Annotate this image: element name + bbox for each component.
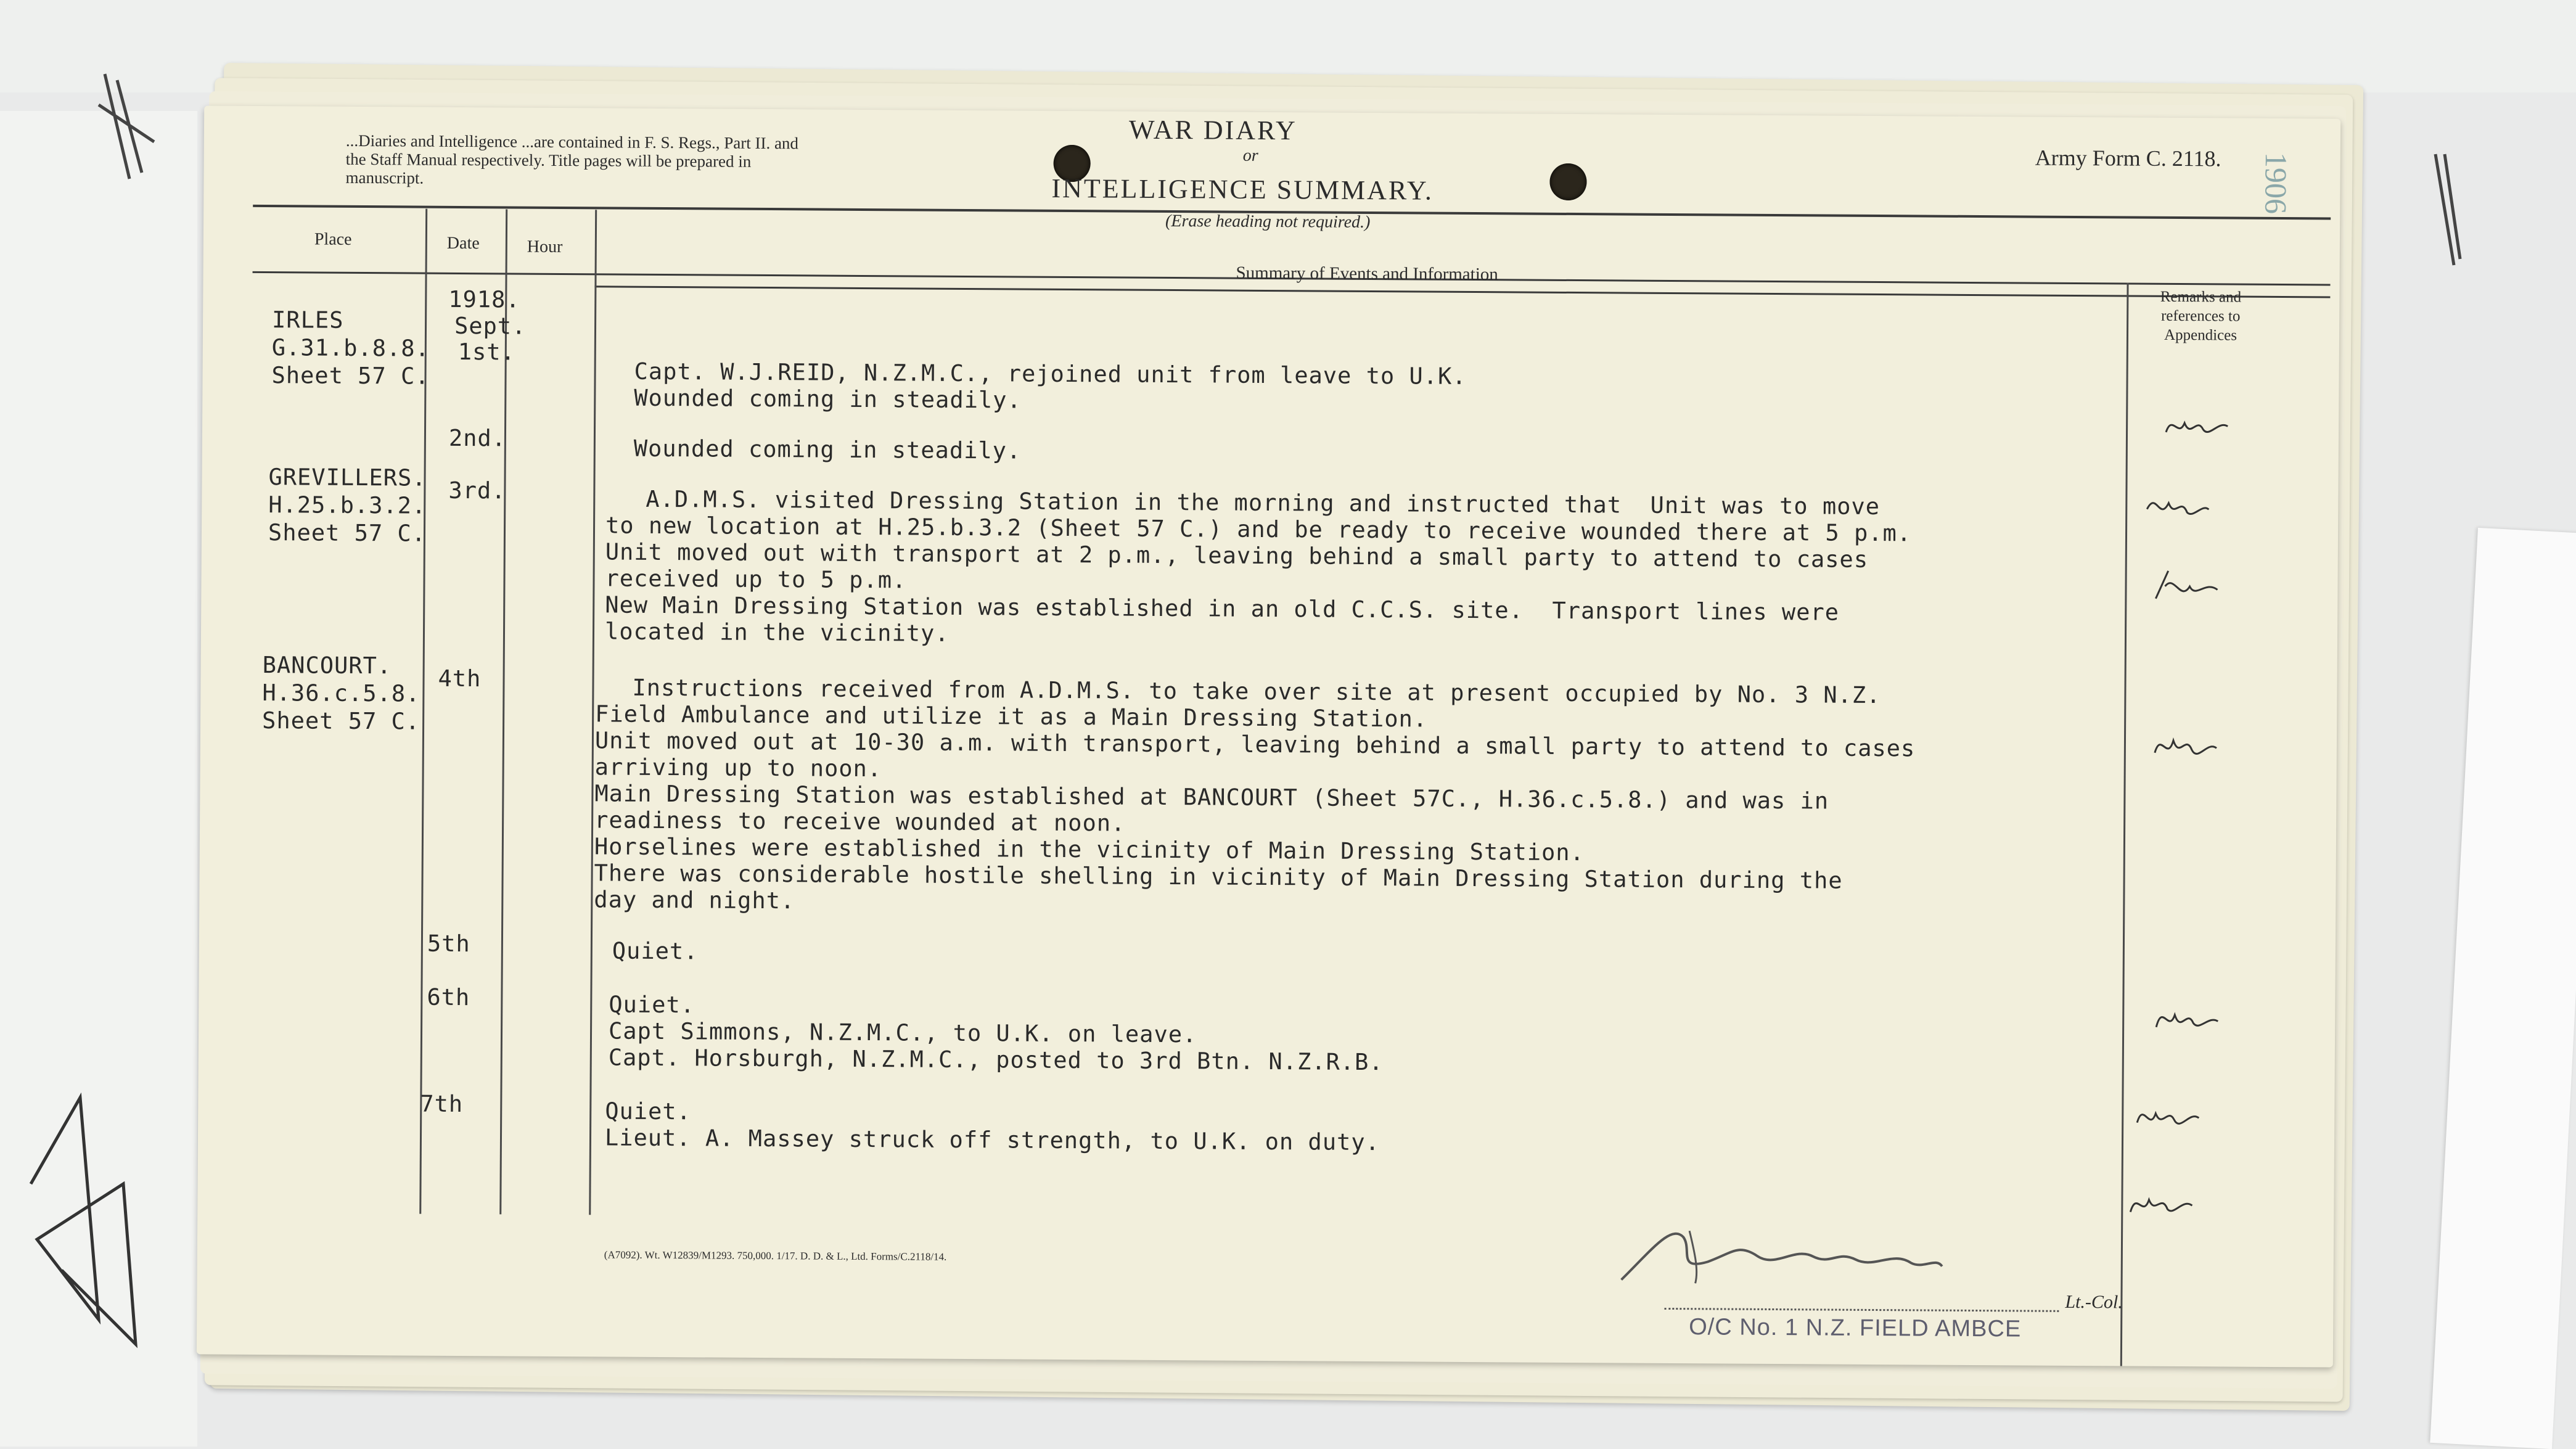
summary-line: Capt. Horsburgh, N.Z.M.C., posted to 3rd Btn. N.Z.R.B. bbox=[608, 1044, 1384, 1076]
background-sheet-right bbox=[2430, 528, 2576, 1449]
archive-number: 1906 bbox=[2258, 152, 2294, 215]
title-war-diary: WAR DIARY bbox=[1128, 114, 1297, 146]
date-entry: 2nd. bbox=[448, 424, 507, 452]
handwritten-initials bbox=[2152, 728, 2220, 766]
place-bancourt-map-ref: H.36.c.5.8. bbox=[262, 679, 420, 707]
summary-line: readiness to receive wounded at noon. bbox=[594, 807, 1126, 837]
summary-line: Lieut. A. Massey struck off strength, to U.K. on duty. bbox=[604, 1124, 1380, 1156]
handwritten-initials bbox=[2152, 568, 2220, 605]
remarks-header-line: Remarks and bbox=[2160, 288, 2242, 306]
place-irles-map-ref: G.31.b.8.8. bbox=[271, 334, 430, 362]
summary-line: Wounded coming in steadily. bbox=[634, 384, 1022, 414]
column-header-remarks bbox=[2130, 287, 2272, 345]
column-header-summary: Summary of Events and Information bbox=[1236, 263, 1498, 285]
war-diary-page bbox=[197, 105, 2340, 1367]
summary-line: Horselines were established in the vicinity of Main Dressing Station. bbox=[594, 833, 1585, 866]
date-entry: 3rd. bbox=[448, 477, 506, 504]
handwritten-initials bbox=[2153, 1000, 2221, 1037]
date-entry: 1st. bbox=[457, 338, 516, 366]
date-entry: 7th bbox=[420, 1090, 464, 1118]
handwritten-initials bbox=[2134, 1098, 2202, 1136]
summary-line: Field Ambulance and utilize it as a Main Dressing Station. bbox=[595, 700, 1428, 733]
summary-line: Quiet. bbox=[612, 937, 699, 965]
remarks-header-line: Appendices bbox=[2164, 326, 2238, 344]
summary-line: Capt. W.J.REID, N.Z.M.C., rejoined unit from leave to U.K. bbox=[634, 358, 1467, 390]
summary-line: Wounded coming in steadily. bbox=[633, 435, 1022, 464]
summary-line: Main Dressing Station was established at BANCOURT (Sheet 57C., H.36.c.5.8.) and was in bbox=[594, 780, 1829, 815]
place-bancourt: BANCOURT. bbox=[262, 652, 392, 679]
title-intelligence-summary: INTELLIGENCE SUMMARY. bbox=[1051, 173, 1434, 206]
pen-scribble bbox=[2429, 148, 2466, 271]
summary-line: Instructions received from A.D.M.S. to take over site at present occupied by No. 3 N.Z. bbox=[632, 674, 1881, 709]
army-form-number: Army Form C. 2118. bbox=[2035, 145, 2221, 171]
commanding-officer-signature bbox=[1615, 1212, 1949, 1294]
signature-dotted-line bbox=[1664, 1308, 2059, 1312]
date-entry: 6th bbox=[427, 983, 470, 1011]
summary-line: received up to 5 p.m. bbox=[605, 565, 907, 594]
pen-scribble bbox=[25, 1085, 173, 1369]
place-irles-sheet: Sheet 57 C. bbox=[271, 362, 430, 390]
column-header-hour: Hour bbox=[527, 237, 563, 257]
title-or: or bbox=[1242, 146, 1258, 165]
summary-header-rule bbox=[594, 285, 2330, 298]
summary-line: located in the vicinity. bbox=[604, 618, 950, 647]
form-instructions: ...Diaries and Intelligence ...are contained in F. S. Regs., Part II. and the Staff Manual respectively. Title pages will be prepared in manuscript. bbox=[345, 131, 799, 187]
date-entry: 5th bbox=[427, 930, 470, 958]
summary-line: There was considerable hostile shelling in vicinity of Main Dressing Station during the bbox=[594, 860, 1843, 894]
handwritten-initials bbox=[2144, 488, 2212, 525]
column-header-date: Date bbox=[446, 233, 480, 253]
unit-rubber-stamp: O/C No. 1 N.Z. FIELD AMBCE bbox=[1689, 1314, 2022, 1342]
summary-line: day and night. bbox=[594, 886, 795, 914]
summary-line: Unit moved out with transport at 2 p.m., leaving behind a small party to attend to cases bbox=[605, 538, 1869, 573]
date-year: 1918. bbox=[448, 285, 520, 313]
summary-line: to new location at H.25.b.3.2 (Sheet 57 C.) and be ready to receive wounded there at 5 p.m. bbox=[605, 512, 1912, 547]
signature-rank: Lt.-Col. bbox=[2065, 1291, 2123, 1313]
handwritten-initials bbox=[2127, 1184, 2195, 1222]
date-month: Sept. bbox=[454, 312, 527, 340]
handwritten-initials bbox=[2163, 408, 2231, 445]
summary-line: Unit moved out at 10-30 a.m. with transport, leaving behind a small party to attend to cases bbox=[594, 727, 1916, 762]
footer-print-code: (A7092). Wt. W12839/M1293. 750,000. 1/17. D. D. & L., Ltd. Forms/C.2118/14. bbox=[604, 1249, 947, 1263]
place-grevillers-map-ref: H.25.b.3.2. bbox=[268, 491, 427, 519]
summary-line: Quiet. bbox=[609, 991, 695, 1019]
remarks-header-line: references to bbox=[2160, 307, 2241, 325]
place-grevillers: GREVILLERS. bbox=[268, 464, 427, 491]
place-irles: IRLES bbox=[271, 306, 344, 334]
summary-line: New Main Dressing Station was established in an old C.C.S. site. Transport lines were bbox=[605, 591, 1840, 626]
title-subtitle: (Erase heading not required.) bbox=[1165, 211, 1371, 232]
punch-hole-right bbox=[1549, 163, 1586, 200]
summary-line: A.D.M.S. visited Dressing Station in the morning and instructed that Unit was to move bbox=[646, 485, 1881, 520]
pen-scribble bbox=[92, 68, 166, 185]
summary-line: arriving up to noon. bbox=[594, 753, 882, 782]
column-header-place: Place bbox=[314, 229, 352, 249]
summary-line: Capt Simmons, N.Z.M.C., to U.K. on leave. bbox=[608, 1017, 1197, 1048]
summary-line: Quiet. bbox=[605, 1098, 692, 1125]
date-entry: 4th bbox=[438, 665, 482, 692]
place-bancourt-sheet: Sheet 57 C. bbox=[261, 707, 420, 735]
place-grevillers-sheet: Sheet 57 C. bbox=[268, 519, 427, 547]
